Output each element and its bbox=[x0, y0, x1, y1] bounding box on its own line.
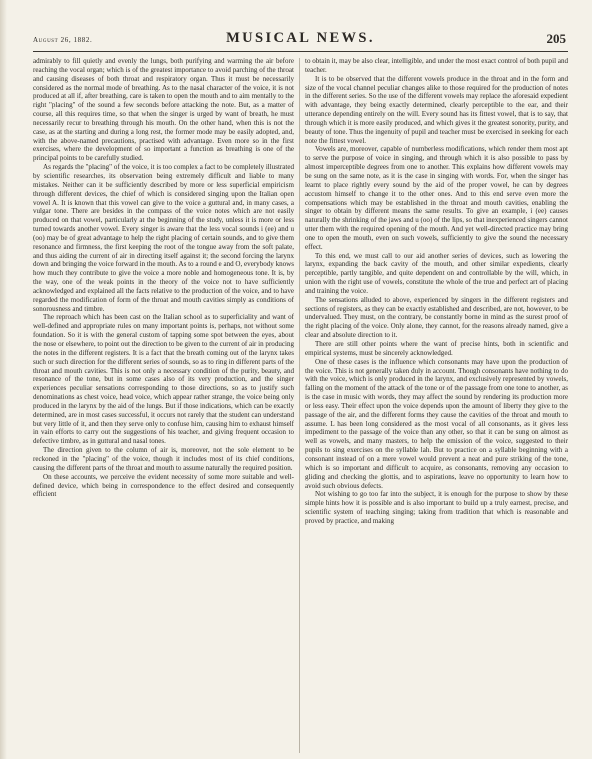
paragraph: The direction given to the column of air is, moreover, not the sole element to be reckoned in the "placing" of the voice, though it includes most of its chief conditions, causing the different parts of the throat and mouth to assume naturally the required position. bbox=[33, 446, 294, 472]
paragraph: admirably to fill quietly and evenly the lungs, both purifying and warming the air before reaching the vocal organ; which is of the greatest importance to avoid parching of the throat and causing diseases of both throat and respiratory organ. Thus it must be necessarily considered as the normal mode of breathing. As to the nasal character of the voice, it is not produced at all if, after breathing, care is taken to open the mouth and to aim mentally to the right "placing" of the sound a few seconds before attacking the note. But, as a matter of course, all this requires time, so that when the singer is urged by want of breath, he must necessarily recur to breathing through his mouth. On the other hand, when this is not the case, as at the starting and during a long rest, the former mode may be easily adopted, and, with the above-named precautions, practised with advantage. Even more so in the first exercises, where the development of so important a function as breathing is one of the principal points to be carefully studied. bbox=[33, 57, 294, 163]
page-number: 205 bbox=[546, 31, 566, 46]
paragraph: To this end, we must call to our aid another series of devices, such as lowering the larynx, expanding the back cavity of the mouth, and other similar expedients, clearly perceptible, partly tangible, and quite dependent on and controllable by the will, which, in union with the right use of vowels, constitute the whole of the true and perfect art of placing and training the voice. bbox=[305, 251, 568, 295]
paragraph: Not wishing to go too far into the subject, it is enough for the purpose to show by these simple hints how it is possible and is also important to build up a truly earnest, precise, and scientific system of teaching singing; taking from tradition that which is reasonable and proved by practice, and making bbox=[305, 490, 568, 525]
paragraph: It is to be observed that the different vowels produce in the throat and in the form and size of the vocal channel peculiar changes alike to those required for the production of notes in the different series. So the use of the different vowels may replace the aforesaid expedient with advantage, they being exactly determined, clearly perceptible to the ear, and their utterance depending entirely on the will. Every sound has its fittest vowel, that is to say, that through which it is more easily produced, and which gives it the greatest sonority, purity, and beauty of tone. Thus the ingenuity of pupil and teacher must be exercised in seeking for each note the fittest vowel. bbox=[305, 74, 568, 145]
left-column bbox=[33, 57, 294, 757]
paragraph: to obtain it, may be also clear, intelligible, and under the most exact control of both pupil and teacher. bbox=[305, 57, 568, 74]
paragraph: Vowels are, moreover, capable of numberless modifications, which render them most apt to serve the purpose of voice in singing, and through which it is also possible to pass by almost imperceptible degrees from one to another. This explains how different vowels may be sung on the same note, as it is the case in singing with words. For, when the singer has learnt to place rightly every sound by the aid of the proper vowel, he can by degrees accustom himself to change it to the other ones. And to this end serve even more the compensations which may be established in the throat and mouth cavities, enabling the singer to obtain by different means the same results. To give an example, i (ee) causes naturally the shrinking of the jaws and u (oo) of the lips, so that inexperienced singers cannot utter them with the required opening of the mouth. And yet well-directed practice may bring one to open the mouth, even on such vowels, sufficiently to give the sound the necessary effect. bbox=[305, 145, 568, 251]
column-divider bbox=[299, 58, 300, 753]
paragraph: The sensations alluded to above, experienced by singers in the different registers and sections of registers, as they can be exactly established and described, are not, however, to be undervalued. They must, on the contrary, be constantly borne in mind as the surest proof of the right placing of the voice. Only alone, they cannot, for the reasons already named, give a clear and absolute direction to it. bbox=[305, 295, 568, 340]
issue-date: August 26, 1882. bbox=[33, 36, 93, 44]
paragraph: There are still other points where the want of precise hints, both in scientific and empirical systems, must be sincerely acknowledged. bbox=[305, 340, 568, 357]
binding-shadow bbox=[0, 0, 7, 759]
paragraph: On these accounts, we perceive the evident necessity of some more suitable and well-defined device, which being in correspondence to the effect desired and consequently efficient bbox=[33, 472, 294, 499]
page-header bbox=[33, 29, 568, 52]
right-column bbox=[305, 57, 568, 757]
paragraph: As regards the "placing" of the voice, it is too complex a fact to be completely illustrated by scientific researches, its observation being extremely difficult and liable to many mistakes. Neither can it be sufficiently described by more or less superficial empiricism through different devices, the chief of which is considered singing upon the Italian open vowel A. It is known that this vowel can give to the voice a guttural and, in many cases, a vulgar tone. There are besides in the compass of the voice notes which are not easily produced on that vowel, particularly at the beginning of the study, unless it is more or less turned towards another vowel. Every singer is aware that the less vocal sounds i (ee) and u (oo) may be of great advantage to help the right placing of certain sounds, and to give them resonance and firmness, the first keeping the root of the tongue away from the soft palate, and thus aiding the current of air in directing itself against it; the second forcing the larynx down and bringing the voice forward in the mouth. As to a round e and O, everybody knows how much they contribute to give the voice a more noble and homogeneous tone. It is, by the way, one of the weak points in the theory of the voice not to have sufficiently acknowledged and explained all the facts relative to the production of the voice, and to have regarded the modification of form of the throat and mouth cavities simply as conditions of sonorousness and timbre. bbox=[33, 163, 294, 313]
paragraph: The reproach which has been cast on the Italian school as to superficiality and want of well-defined and appropriate rules on many important points is, perhaps, not without some foundation. So it is with the general custom of tapping some spot between the eyes, about the nose or elsewhere, to point out the direction to be given to the current of air in producing the notes in the different registers. It is a fact that the breath coming out of the larynx takes such or such direction for the different series of sounds, so as to ring in different parts of the throat and mouth cavities. This is not only a necessary condition of the purity, beauty, and resonance of the tone, but in some cases also of its very production, and the singer experiences peculiar sensations corresponding to those directions, so as to justify such denominations as chest voice, head voice, which appear rather strange, the voice being only produced in the larynx by the aid of the lungs. But if those indications, which can be exactly determined, are in most cases successful, it occurs not rarely that the student can understand but very little of it, and then they serve only to confuse him, causing him to exhaust himself in vain efforts to carry out the suggestions of his teacher, and giving frequent occasion to defective timbre, as in guttural and nasal tones. bbox=[33, 313, 294, 446]
paragraph: One of these cases is the influence which consonants may have upon the production of the voice. This is not generally taken duly in account. Though consonants have nothing to do with the voice, which is only produced in the larynx, and exclusively represented by vowels, falling on the moment of the attack of the tone or of the passage from one tone to another, as is the case in music with words, they may affect the sound by rendering its production more or less easy. Their effect upon the voice depends upon the amount of liberty they give to the passage of the air, and the different forms they cause the cavities of the throat and mouth to assume. L has been long considered as the most vocal of all consonants, as it gives less impediment to the passage of the voice than any other, so that it can be sung on almost as well as vowels, and many masters, to help the emission of the voice, suggested to their pupils to sing exercises on the syllable lah. But to practice on a syllable beginning with a consonant instead of on a mere vowel would prevent a neat and pure striking of the tone, which is so important and difficult to acquire, as consonants, removing any occasion to gliding and checking the glottis, and to aspirations, leave no opportunity to learn how to avoid such obvious defects. bbox=[305, 357, 568, 490]
publication-title: MUSICAL NEWS. bbox=[226, 30, 375, 46]
